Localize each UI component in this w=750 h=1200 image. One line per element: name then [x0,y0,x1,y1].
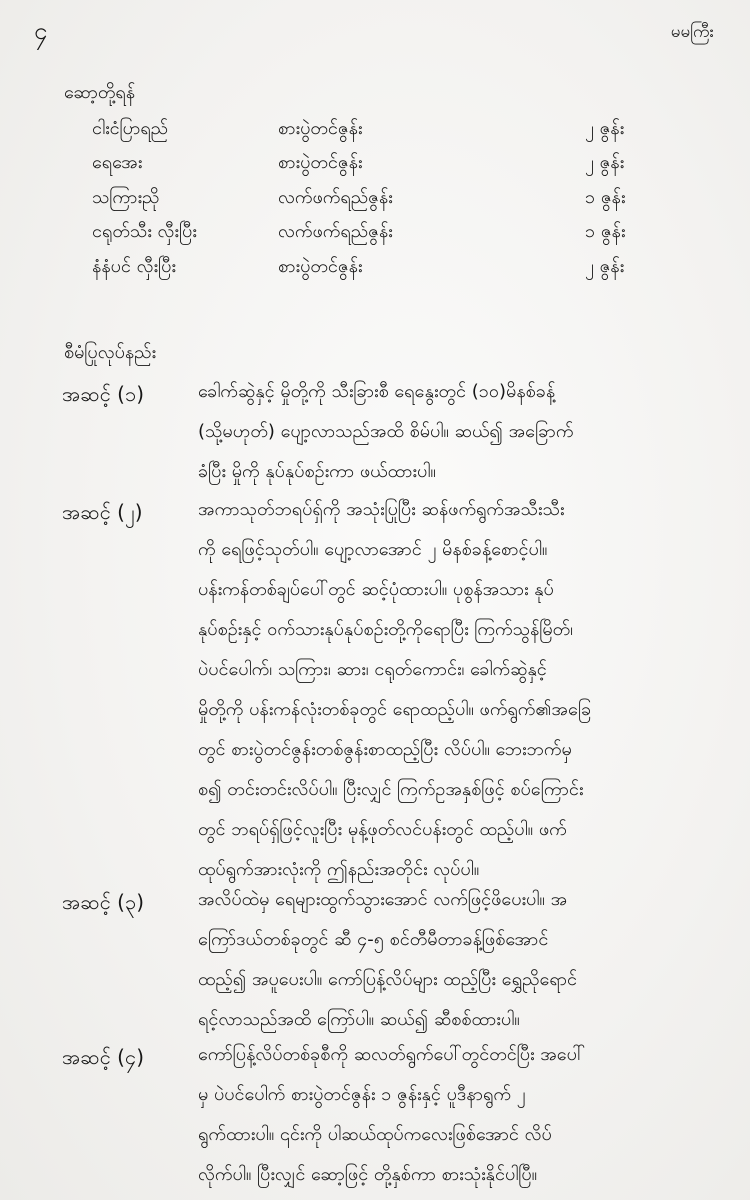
step-line: တွင် ဘရပ်ရှ်ဖြင့်လူးပြီး မုန့်ဖုတ်လင်ပန်းတွင် ထည့်ပါ။ ဖက် [198,819,567,840]
step-line: အကာသုတ်ဘရပ်ရှ်ကို အသုံးပြုပြီး ဆန်ဖက်ရွက်အသီးသီး [198,499,565,520]
step-label: အဆင့် (၃) [62,890,145,914]
ingredient-qty: ၂ ဇွန်း [585,152,625,173]
method-title: စီမံပြုလုပ်နည်း [64,342,157,363]
ingredients-title: ဆော့တို့ရန် [64,82,136,103]
step-label: အဆင့် (၄) [62,1045,145,1069]
ingredient-unit: စားပွဲတင်ဇွန်း [278,118,363,139]
step-line: ကို ရေဖြင့်သုတ်ပါ။ ပျော့လာအောင် ၂ မိနစ်ခန့်စောင့်ပါ။ [198,539,548,560]
step-line: ခေါက်ဆွဲနှင့် မှိုတို့ကို သီးခြားစီ ရေနွေးတွင် (၁၀)မိနစ်ခန့် [198,381,556,402]
step-line: ခံပြီး မှိုကို နုပ်နုပ်စဉ်းကာ ဖယ်ထားပါ။ [198,461,436,482]
step-line: ရွက်ထားပါ။ ၎င်းကို ပါဆယ်ထုပ်ကလေးဖြစ်အောင် လိပ် [198,1124,552,1145]
ingredient-row [0,250,750,284]
step-line: ထည့်၍ အပူပေးပါ။ ကော်ပြန့်လိပ်များ ထည့်ပြီး ရွှေညိုရောင် [198,969,578,990]
step-text [198,490,726,890]
ingredient-row [0,146,750,180]
ingredient-name: သကြားညို [92,187,160,208]
step-line: နုပ်စဉ်းနှင့် ဝက်သားနုပ်နုပ်စဉ်းတို့ကိုရောပြီး ကြက်သွန်မြိတ်၊ [198,619,574,640]
ingredient-qty: ၂ ဇွန်း [585,118,625,139]
ingredient-name: ငါးငံပြာရည် [92,118,169,139]
step-text [198,1035,726,1195]
step-text [198,880,726,1040]
step-line: ကော်ပြန့်လိပ်တစ်ခုစီကို ဆလတ်ရွက်ပေါ်တွင်တင်ပြီး အပေါ် [198,1044,585,1065]
ingredient-qty: ၁ ဇွန်း [585,187,626,208]
step-line: ပဲပင်ပေါက်၊ သကြား၊ ဆား၊ ငရုတ်ကောင်း၊ ခေါက်ဆွဲနှင့် [198,659,547,680]
ingredient-row [0,112,750,146]
step-label: အဆင့် (၂) [62,500,143,524]
ingredient-qty: ၂ ဇွန်း [585,256,625,277]
ingredient-qty: ၁ ဇွန်း [585,221,626,242]
step-line: (သို့မဟုတ်) ပျော့လာသည်အထိ စိမ်ပါ။ ဆယ်၍ အခြောက် [198,421,574,442]
page-number: ၄ [34,17,48,45]
ingredient-unit: လက်ဖက်ရည်ဇွန်း [278,221,393,242]
step-line: ကြော်ဒယ်တစ်ခုတွင် ဆီ ၄-၅ စင်တီမီတာခန့်ဖြစ်အောင် [198,929,549,950]
ingredient-name: ငရုတ်သီး လှီးပြီး [92,221,197,242]
step-line: ထုပ်ရွက်အားလုံးကို ဤနည်းအတိုင်း လုပ်ပါ။ [198,859,480,880]
step-line: ရင့်လာသည်အထိ ကြော်ပါ။ ဆယ်၍ ဆီစစ်ထားပါ။ [198,1009,520,1030]
step-line: မှိုတို့ကို ပန်းကန်လုံးတစ်ခုတွင် ရောထည့်ပါ။ ဖက်ရွက်၏အခြေ [198,699,592,720]
ingredient-unit: လက်ဖက်ရည်ဇွန်း [278,187,393,208]
ingredient-name: နံနံပင် လှီးပြီး [92,256,176,277]
step-label: အဆင့် (၁) [62,382,145,406]
step-line: အလိပ်ထဲမှ ရေများထွက်သွားအောင် လက်ဖြင့်ဖိပေးပါ။ အ [198,889,568,910]
step-line: တွင် စားပွဲတင်ဇွန်းတစ်ဇွန်းစာထည့်ပြီး လိပ်ပါ။ ဘေးဘက်မှ [198,739,572,760]
ingredient-row [0,215,750,249]
ingredient-unit: စားပွဲတင်ဇွန်း [278,152,363,173]
ingredient-unit: စားပွဲတင်ဇွန်း [278,256,363,277]
step-line: စ၍ တင်းတင်းလိပ်ပါ။ ပြီးလျှင် ကြက်ဥအနှစ်ဖြင့် စပ်ကြောင်း [198,779,584,800]
book-title: မမကြီး [670,22,714,42]
step-text [198,372,726,492]
ingredient-name: ရေအေး [92,152,143,173]
step-line: ပန်းကန်တစ်ချပ်ပေါ်တွင် ဆင့်ပုံထားပါ။ ပုစွန်အသား နုပ် [198,579,554,600]
step-line: မှ ပဲပင်ပေါက် စားပွဲတင်ဇွန်း ၁ ဇွန်းနှင့် ပူဒီနာရွက် ၂ [198,1084,526,1105]
step-line: လိုက်ပါ။ ပြီးလျှင် ဆော့ဖြင့် တို့နှစ်ကာ စားသုံးနိုင်ပါပြီ။ [198,1164,538,1185]
ingredient-row [0,181,750,215]
